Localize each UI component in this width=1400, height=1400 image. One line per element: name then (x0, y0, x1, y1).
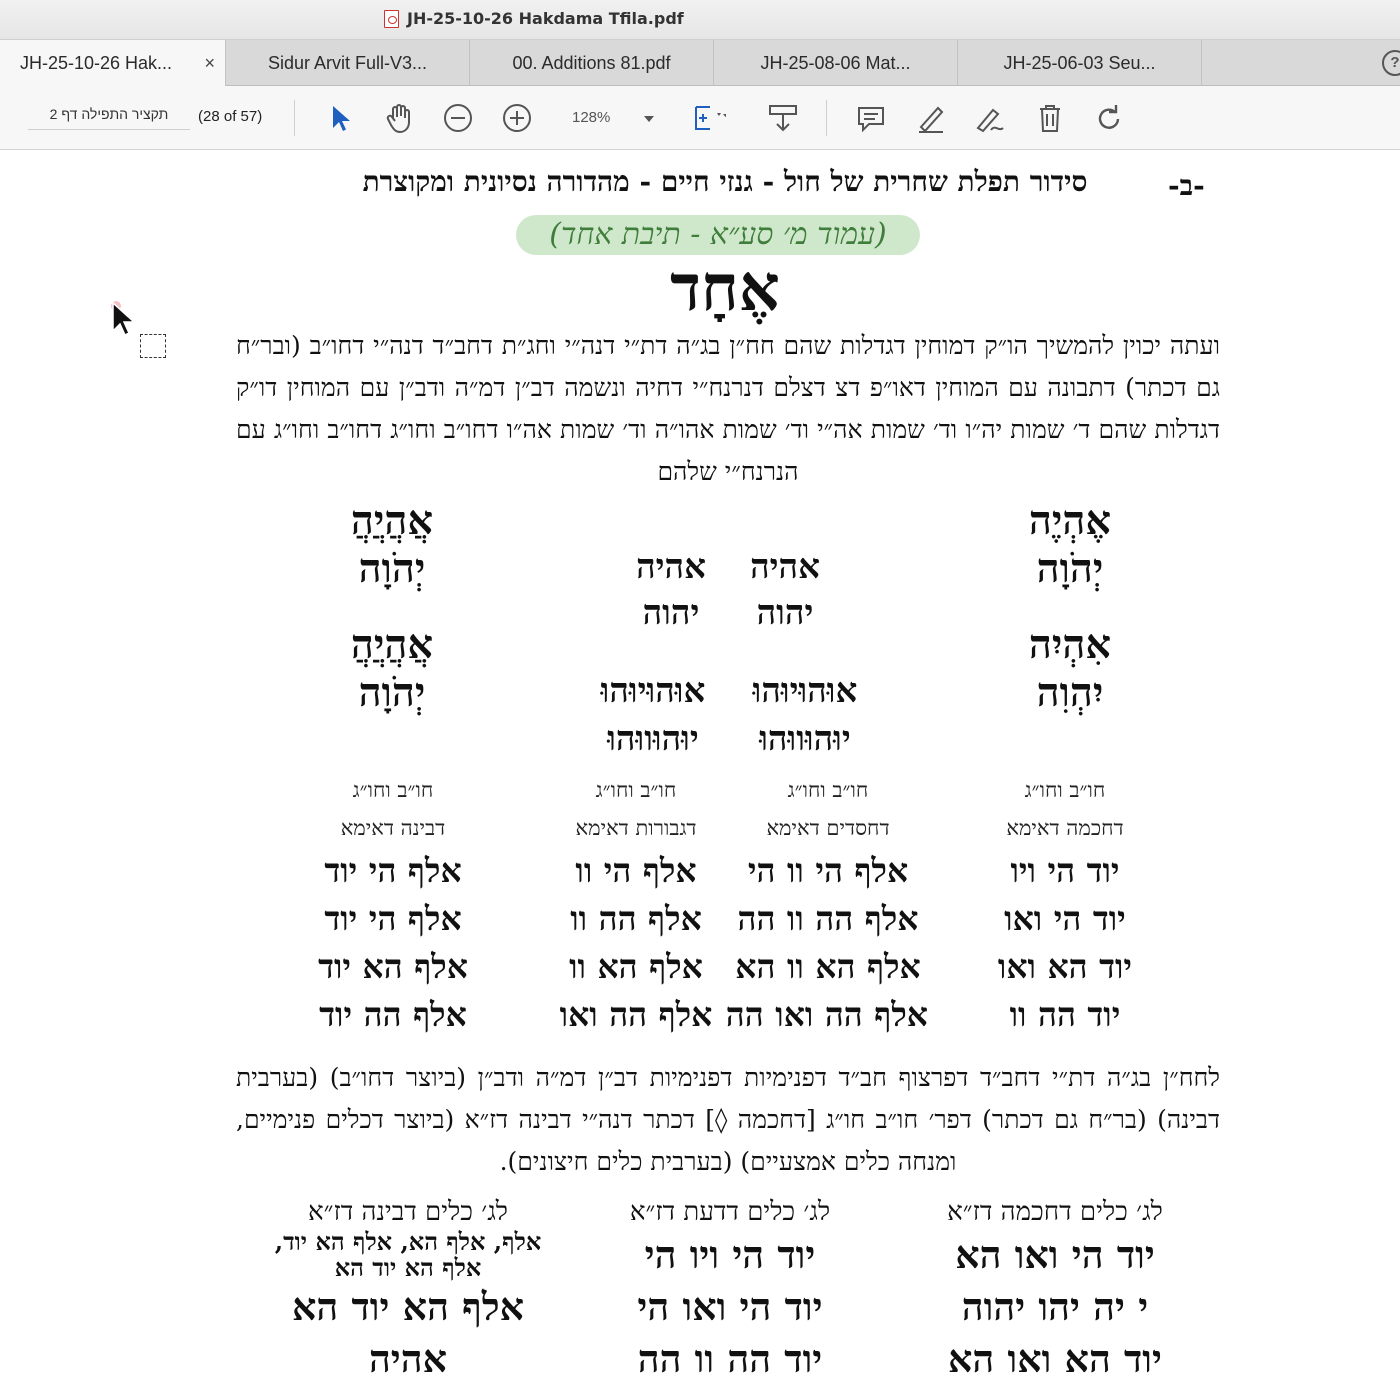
name-cell: אִהְיִה (1028, 621, 1112, 668)
snapshot-marquee-icon (140, 334, 166, 358)
name-row: יוד הא ואו (997, 947, 1133, 986)
name-row: אלף הא וו הא (735, 947, 921, 986)
tab-label: JH-25-06-03 Seu... (1003, 52, 1156, 73)
lower-small-row: אלף הא יוד הא (334, 1253, 482, 1282)
tab-jh-25-08-06[interactable] (714, 40, 958, 86)
column-label: חו״ב וחו״ג (1024, 778, 1106, 802)
lower-row: אהיה (368, 1336, 448, 1381)
mouse-cursor-icon (110, 300, 138, 340)
column-label: חו״ב וחו״ג (352, 778, 434, 802)
lower-row: יוד הי ואו הא (955, 1232, 1155, 1277)
column-label: דבינה דאימא (340, 816, 446, 840)
zoom-out-icon[interactable] (440, 100, 476, 136)
tab-label: 00. Additions 81.pdf (512, 52, 671, 73)
toolbar-divider (294, 100, 295, 136)
tab-hakdama[interactable] (0, 40, 226, 86)
tab-strip-spacer (1202, 40, 1400, 85)
green-annotation[interactable]: (עמוד מ׳ סע״א - תיבת אחד) (516, 215, 920, 255)
sign-icon[interactable] (971, 100, 1007, 136)
name-row: אלף הה וו (570, 899, 702, 938)
column-label: דגבורות דאימא (575, 816, 697, 840)
zoom-select[interactable]: 128% (562, 104, 666, 132)
lower-row: יוד הי ויו הי (644, 1232, 816, 1277)
hand-icon[interactable] (381, 100, 417, 136)
name-cell: אוּהוּיוּהוּ (752, 671, 858, 711)
name-cell: יִהְוִה (1036, 669, 1104, 716)
lower-column-hochma (920, 1195, 1190, 1385)
page-header: סידור תפלת שחרית של חול - גנזי חיים - מהדורה נסיונית ומקוצרת (362, 165, 1088, 198)
name-cell: יְהֹוָה (358, 669, 426, 716)
column-label: חו״ב וחו״ג (787, 778, 869, 802)
toolbar-divider (826, 100, 827, 136)
lower-column-heading: לג׳ כלים דחכמה דז״א (947, 1197, 1163, 1227)
page-count: (28 of 57) (198, 108, 263, 125)
name-row: אלף הי יוד (324, 851, 462, 890)
name-row: אלף הא וו (569, 947, 703, 986)
name-cell: אוּהוּיוּהוּ (600, 671, 706, 711)
window-title (384, 9, 684, 28)
section-title: אֶחָד (670, 251, 780, 326)
bookmark-field[interactable]: תקציר התפילה דף 2 (28, 106, 190, 130)
lower-column-heading: לג׳ כלים דדעת דז״א (629, 1197, 831, 1227)
name-cell: יְהֹוָה (358, 545, 426, 592)
name-cell: אֶהְיֶה (1028, 497, 1112, 544)
lower-column-bina (258, 1195, 558, 1385)
name-cell: יהוה (756, 593, 814, 633)
name-cell: אהיה (636, 547, 706, 587)
zoom-in-icon[interactable] (499, 100, 535, 136)
name-row: אלף הי יוד (324, 899, 462, 938)
name-cell: אהיה (750, 547, 820, 587)
help-icon[interactable]: ? (1382, 50, 1400, 76)
column-gevurot (546, 771, 726, 1039)
fit-page-icon[interactable] (690, 100, 726, 136)
name-row: יוד הה וו (1009, 995, 1121, 1034)
lower-row: יוד הה וו הה (637, 1336, 823, 1381)
select-arrow-icon[interactable] (322, 100, 358, 136)
tab-label: JH-25-10-26 Hak... (20, 52, 173, 73)
page-number: -ב- (1168, 169, 1205, 202)
intro-paragraph: ועתה יכוין להמשיך הו״ק דמוחין דגדלות שהם חח״ן בג״ה דת״י דנה״י וחג״ת דחב״ד דנה״י דחו״ב (ובר״ח גם דכתר) דתבונה עם המוחין דאו״פ דצ דצלם דנרנח״י דחיה ונשמה דב״ן דמ״ה ודב״ן עם המוחין דו״ק דגדלות שהם ד׳ שמות יה״ו וד׳ שמות אה״י וד׳ שמות אהו״ה וד׳ שמות אה״ו דחו״ב וחו״ג דחו״ב וחו״ג עם הנרנח״י שלהם (236, 331, 1220, 486)
column-hochma (980, 771, 1150, 1039)
pdf-file-icon (384, 10, 399, 28)
name-cell: יוּהוּווּהוּ (607, 719, 699, 759)
scroll-mode-icon[interactable] (765, 100, 801, 136)
name-cell: יְהֹוָה (1036, 545, 1104, 592)
tab-sidur-arvit[interactable] (226, 40, 470, 86)
name-cell: אֲהֲיֲהֲ (350, 497, 434, 544)
name-row: יוד הי ויו (1010, 851, 1120, 890)
comment-icon[interactable] (853, 100, 889, 136)
lower-row: יוד הא ואו הא (947, 1336, 1162, 1381)
window-title-text: JH-25-10-26 Hakdama Tfila.pdf (407, 9, 684, 28)
tab-label: JH-25-08-06 Mat... (760, 52, 911, 73)
close-icon[interactable]: × (204, 53, 215, 73)
name-row: אלף הא יוד (318, 947, 468, 986)
column-label: חו״ב וחו״ג (595, 778, 677, 802)
pdf-page[interactable] (0, 151, 1400, 1400)
name-row: אלף הה ואו הה (725, 995, 928, 1034)
lower-small-row: אלף, אלף הא, אלף הא יוד, (274, 1227, 542, 1256)
name-row: אלף הה וו הה (737, 899, 919, 938)
tab-jh-25-06-03[interactable] (958, 40, 1202, 86)
second-paragraph: לחח״ן בג״ה דת״י דחב״ד דפרצוף חב״ד דפנימיות דפנימיות דב״ן דמ״ה ודב״ן (ביוצר דחו״ב) (בערבית דבינה) (בר״ח גם דכתר) דפר׳ חו״ב חו״ג [דחכמה ◊] דכתר דנה״י דבינה דז״א (ביוצר דכלים פנימיים, ומנחה כלים אמצעיים) (בערבית כלים חיצונים). (236, 1063, 1221, 1176)
name-cell: יהוה (642, 593, 700, 633)
name-cell: אֲהֲיֲהֲ (350, 621, 434, 668)
lower-row: יוד הי ואו הי (637, 1284, 823, 1329)
column-bina (308, 771, 478, 1039)
name-row: אלף הי וו (575, 851, 697, 890)
name-row: אלף הה ואו (559, 995, 713, 1034)
toolbar (0, 86, 1400, 150)
column-hasadim (725, 771, 928, 1039)
tab-strip (0, 40, 1400, 86)
lower-column-daat (600, 1195, 860, 1385)
lower-row: י יה יהו יהוה (961, 1284, 1149, 1329)
name-cell: יוּהוּווּהוּ (759, 719, 851, 759)
tab-additions[interactable] (470, 40, 714, 86)
name-row: יוד הי ואו (1004, 899, 1126, 938)
window-titlebar (0, 0, 1400, 40)
name-row: אלף הי וו הי (747, 851, 909, 890)
delete-icon[interactable] (1032, 100, 1068, 136)
tab-label: Sidur Arvit Full-V3... (267, 52, 428, 73)
name-row: אלף הה יוד (319, 995, 467, 1034)
lower-row: אלף הא יוד הא (291, 1284, 525, 1329)
rotate-icon[interactable] (1091, 100, 1127, 136)
column-label: דחסדים דאימא (766, 816, 890, 840)
column-label: דחכמה דאימא (1006, 816, 1124, 840)
lower-column-heading: לג׳ כלים דבינה דז״א (308, 1197, 508, 1227)
highlight-pen-icon[interactable] (912, 100, 948, 136)
